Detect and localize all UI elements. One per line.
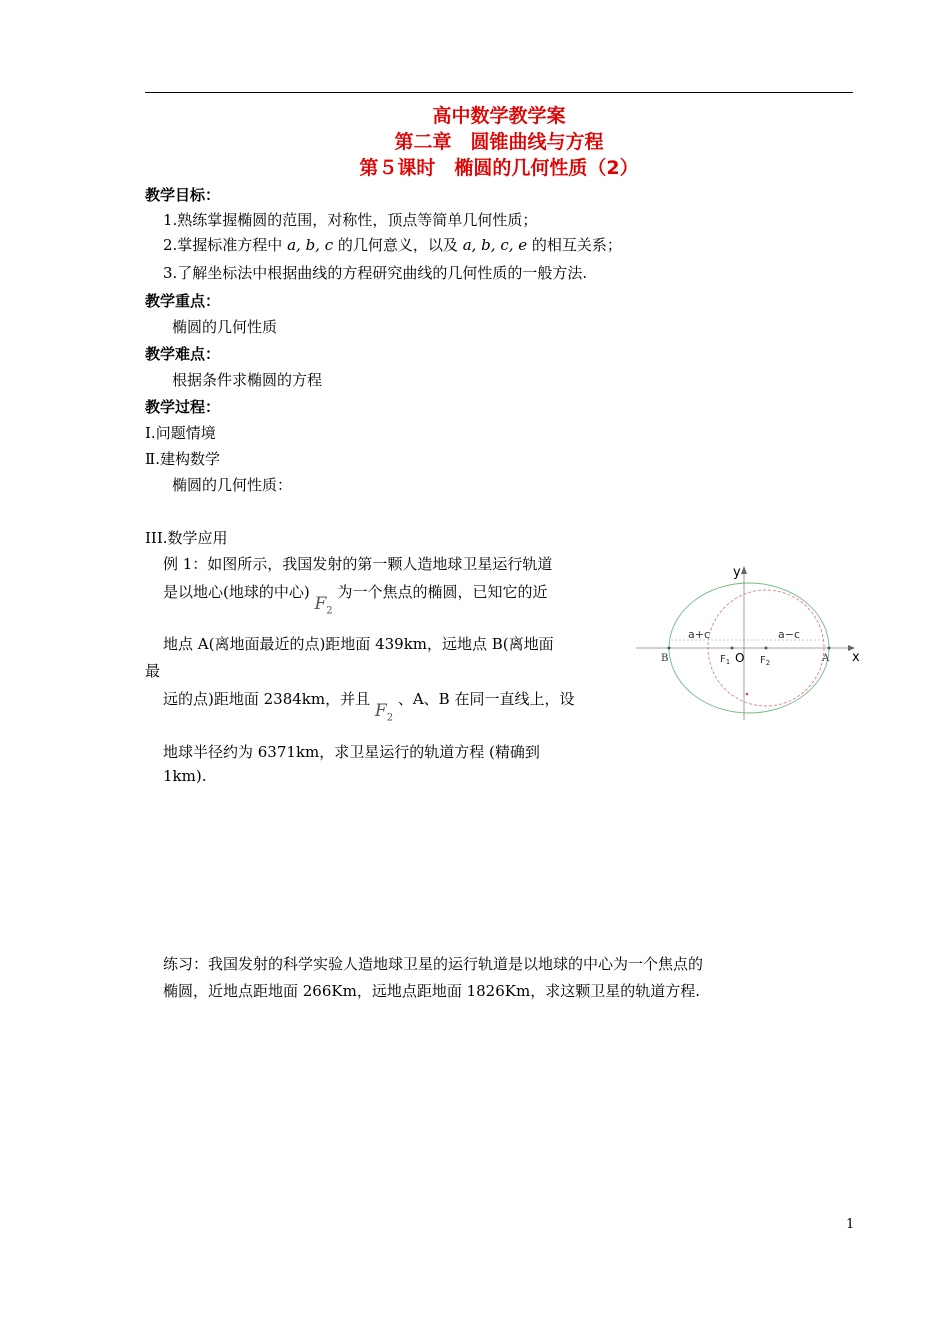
section-2-text: 椭圆的几何性质： <box>172 476 293 494</box>
page-number: 1 <box>846 1217 855 1232</box>
section-3: III.数学应用 <box>145 529 228 547</box>
section-2: Ⅱ.建构数学 <box>145 450 220 468</box>
label-A: A <box>822 653 830 664</box>
f2-symbol-2: $F_2$ <box>374 701 394 724</box>
y-label: y <box>733 565 741 580</box>
example-line-6: 地球半径约为 6371km，求卫星运行的轨道方程 (精确到 <box>163 743 540 761</box>
goal-item-2-part-a: 2.掌握标准方程中 <box>163 236 283 254</box>
example-line-5-part-b: 、A、B 在同一直线上，设 <box>397 690 575 708</box>
label-B: B <box>661 653 669 664</box>
practice-line-2: 椭圆，近地点距地面 266Km，远地点距地面 1826Km，求这颗卫星的轨道方程. <box>163 982 700 1000</box>
key-text: 椭圆的几何性质 <box>172 318 278 336</box>
goal-item-2-vars-abce: a, b, c, e <box>462 236 528 254</box>
difficulty-text: 根据条件求椭圆的方程 <box>172 371 323 389</box>
example-line-2-part-b: 为一个焦点的椭圆，已知它的近 <box>337 583 548 601</box>
point-B <box>668 647 671 650</box>
section-1: Ⅰ.问题情境 <box>145 424 216 442</box>
example-line-2-part-a: 是以地心(地球的中心) <box>163 583 310 601</box>
f2-symbol: $F_2$ <box>314 594 333 617</box>
difficulty-heading: 教学难点： <box>145 345 221 363</box>
example-line-4: 最 <box>145 662 161 680</box>
goal-item-2 <box>163 234 622 255</box>
goal-item-2-part-b: 的几何意义，以及 <box>337 236 458 254</box>
goals-heading: 教学目标： <box>145 186 221 204</box>
key-heading: 教学重点： <box>145 292 221 310</box>
process-heading: 教学过程： <box>145 398 221 416</box>
point-F2 <box>765 647 768 650</box>
example-line-5 <box>163 688 575 724</box>
header-rule <box>145 92 853 93</box>
label-O: O <box>735 651 745 665</box>
example-line-5-part-a: 远的点)距地面 2384km，并且 <box>163 690 371 708</box>
y-axis-arrow <box>741 566 747 574</box>
example-line-3: 地点 A(离地面最近的点)距地面 439km，远地点 B(离地面 <box>163 635 554 653</box>
goal-item-2-vars-abc: a, b, c <box>287 236 334 254</box>
example-line-1: 例 1：如图所示，我国发射的第一颗人造地球卫星运行轨道 <box>163 555 553 573</box>
lesson-title: 第５课时 椭圆的几何性质（2） <box>359 157 639 179</box>
example-line-7: 1km). <box>163 767 207 785</box>
goal-item-1: 1.熟练掌握椭圆的范围，对称性，顶点等简单几何性质； <box>163 211 538 229</box>
point-F1 <box>731 647 734 650</box>
x-label: x <box>852 650 860 665</box>
goal-item-2-part-c: 的相互关系； <box>531 236 622 254</box>
circle-mark <box>746 693 749 696</box>
label-F2: $F_2$ <box>760 655 771 667</box>
chapter-title: 第二章 圆锥曲线与方程 <box>394 131 604 153</box>
goal-item-3: 3.了解坐标法中根据曲线的方程研究曲线的几何性质的一般方法. <box>163 264 588 282</box>
point-A <box>828 647 831 650</box>
practice-line-1: 练习：我国发射的科学实验人造地球卫星的运行轨道是以地球的中心为一个焦点的 <box>163 955 704 973</box>
orbit-figure <box>636 560 866 725</box>
label-F1: $F_1$ <box>720 654 731 666</box>
label-a-minus-c: a−c <box>778 628 801 641</box>
doc-title: 高中数学教学案 <box>432 105 566 127</box>
example-line-2 <box>163 581 548 617</box>
label-a-plus-c: a+c <box>688 628 711 641</box>
